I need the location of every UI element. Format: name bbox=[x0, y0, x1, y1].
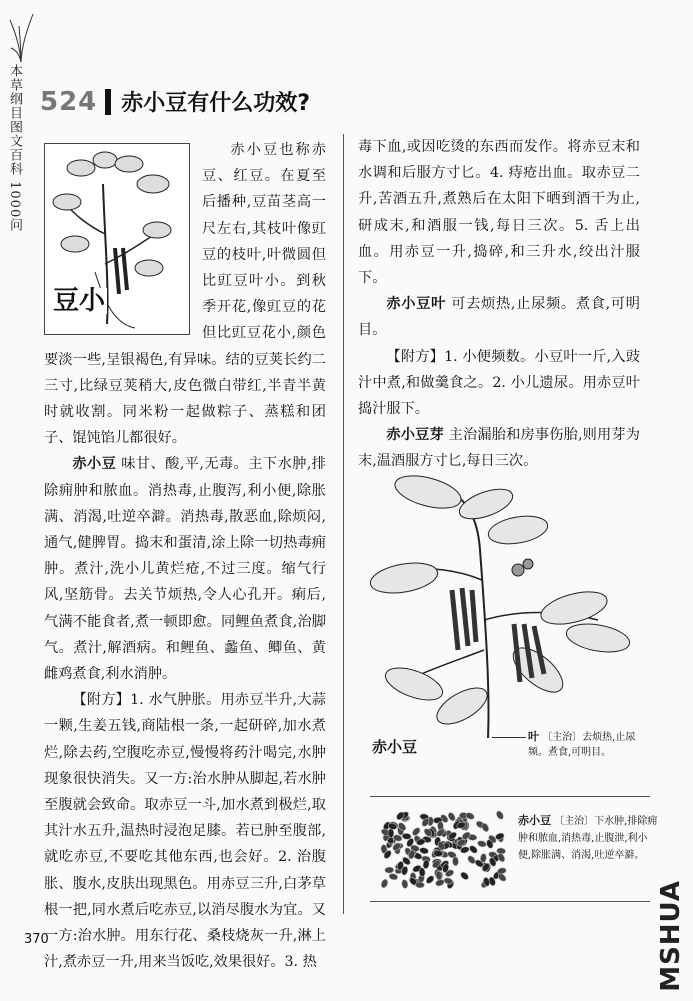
book-series-title: 本草纲目图文百科 1000问 bbox=[7, 64, 22, 233]
bean-shape bbox=[419, 847, 429, 855]
plant-thumbnail-label: 豆小 bbox=[53, 285, 106, 316]
right-column bbox=[358, 134, 640, 475]
leaf-annotation-label: 叶 bbox=[528, 730, 539, 743]
bean-shape bbox=[401, 879, 408, 889]
leaf-term: 赤小豆叶 bbox=[386, 296, 447, 313]
column-divider bbox=[343, 134, 344, 914]
leaf-annotation: 叶 〔主治〕去烦热,止尿频。煮食,可明目。 bbox=[528, 730, 636, 758]
bean-shape bbox=[459, 871, 470, 881]
sprout-paragraph: 赤小豆芽 主治漏胎和房事伤胎,则用芽为末,温酒服方寸匕,每日三次。 bbox=[358, 427, 640, 470]
remedies-label: 【附方】 bbox=[72, 692, 131, 709]
sprout-term: 赤小豆芽 bbox=[386, 427, 444, 444]
bean-shape bbox=[433, 850, 442, 856]
bean-shape bbox=[388, 828, 394, 837]
bean-annotation-label: 赤小豆 bbox=[518, 814, 551, 827]
remedies-continued-paragraph: 毒下血,或因吃烫的东西而发作。将赤豆末和水调和后服方寸匕。4. 痔疮出血。取赤豆二升,苦酒五升,煮熟后在太阳下晒到酒干为止,研成末,和酒服一钱,每日三次。5. 舌上出血。用赤豆一升,捣碎,和三升水,绞出汁服下。 bbox=[358, 139, 640, 287]
question-heading bbox=[40, 86, 310, 117]
leaf-logo-icon bbox=[6, 8, 36, 64]
plant-thumbnail bbox=[44, 143, 190, 335]
remedies-paragraph: 【附方】1. 水气肿胀。用赤豆半升,大蒜一颗,生姜五钱,商陆根一条,一起研碎,加水煮烂,除去药,空腹吃赤豆,慢慢将药汁喝完,水肿现象很快消失。又一方:治水肿从脚起,若水肿至腹就会致命。取赤豆一斗,加水煮到极烂,取其汁水五升,温热时浸泡足膝。若已肿至腹部,就吃赤豆,不要吃其他东西,也会好。2. 治腹胀、腹水,皮肤出现黑色。用赤豆三升,白茅草根一把,同水煮后吃赤豆,以消尽腹水为宜。又一方:治水肿。用东行花、桑枝烧灰一升,淋上汁,煮赤豆一升,用来当饭吃,效果很好。3. 热 bbox=[44, 692, 326, 971]
bean-shape bbox=[402, 833, 411, 840]
bean-shape bbox=[496, 852, 506, 863]
bean-effects-paragraph: 赤小豆 味甘、酸,平,无毒。主下水肿,排除痈肿和脓血。消热毒,止腹泻,利小便,除胀满、消渴,吐逆卒澼。消热毒,散恶血,除烦闷,通气,健脾胃。捣末和蛋清,涂上除一切热毒痈肿。煮汁,洗小儿黄烂疮,不过三度。缩气行风,坚筋骨。去关节烦热,令人心孔开。痢后,气满不能食者,煮一顿即愈。同鲤鱼煮食,治脚气。煮汁,解酒病。和鲤鱼、蠡鱼、鲫鱼、黄雌鸡煮食,利水消肿。 bbox=[44, 456, 326, 683]
bean-shape bbox=[452, 857, 458, 866]
bean-shape bbox=[443, 877, 453, 885]
bean-shape bbox=[468, 844, 479, 854]
watermark: MSHUA bbox=[656, 880, 686, 992]
illustration-caption: 赤小豆 bbox=[372, 738, 418, 756]
bean-shape bbox=[415, 882, 424, 888]
intro-paragraph: 赤小豆也称赤豆、红豆。在夏至后播种,豆苗茎高一尺左右,其枝叶像豇豆的枝叶,叶微圆但比豇豆叶小。到秋季开花,像豇豆的花但比豇豆花小,颜色要淡一些,呈银褐色,有异味。结的豆荚长约二三寸,比绿豆荚稍大,皮色微白带红,半青半黄时就收割。同米粉一起做粽子、蒸糕和团子、馄饨馅儿都很好。 bbox=[44, 142, 326, 447]
leaf-pointer-line bbox=[492, 737, 526, 738]
leaf-remedies-label: 【附方】 bbox=[386, 348, 445, 365]
page-title: 赤小豆有什么功效? bbox=[121, 91, 311, 116]
adzuki-plant-illustration bbox=[368, 470, 638, 740]
leaf-remedies-paragraph: 【附方】1. 小便频数。小豆叶一斤,入豉汁中煮,和做羹食之。2. 小儿遗尿。用赤豆叶捣汁服下。 bbox=[358, 348, 640, 418]
bean-term: 赤小豆 bbox=[72, 456, 117, 473]
question-number: 524 bbox=[40, 86, 98, 117]
bean-shape bbox=[477, 840, 487, 848]
bean-annotation: 赤小豆 〔主治〕下水肿,排除痈肿和脓血,消热毒,止腹泄,利小便,除胀满、消渴,吐逆卒澼。 bbox=[518, 814, 658, 861]
bean-shape bbox=[495, 810, 505, 821]
bean-shape bbox=[380, 878, 389, 889]
leaf-paragraph: 赤小豆叶 可去烦热,止尿频。煮食,可明目。 bbox=[358, 296, 640, 339]
bean-shape bbox=[385, 867, 394, 873]
adzuki-beans-image bbox=[376, 807, 514, 893]
left-column bbox=[44, 137, 326, 976]
bean-shape bbox=[425, 874, 436, 885]
page-number: 370 bbox=[24, 932, 49, 947]
heading-bar bbox=[105, 89, 111, 115]
